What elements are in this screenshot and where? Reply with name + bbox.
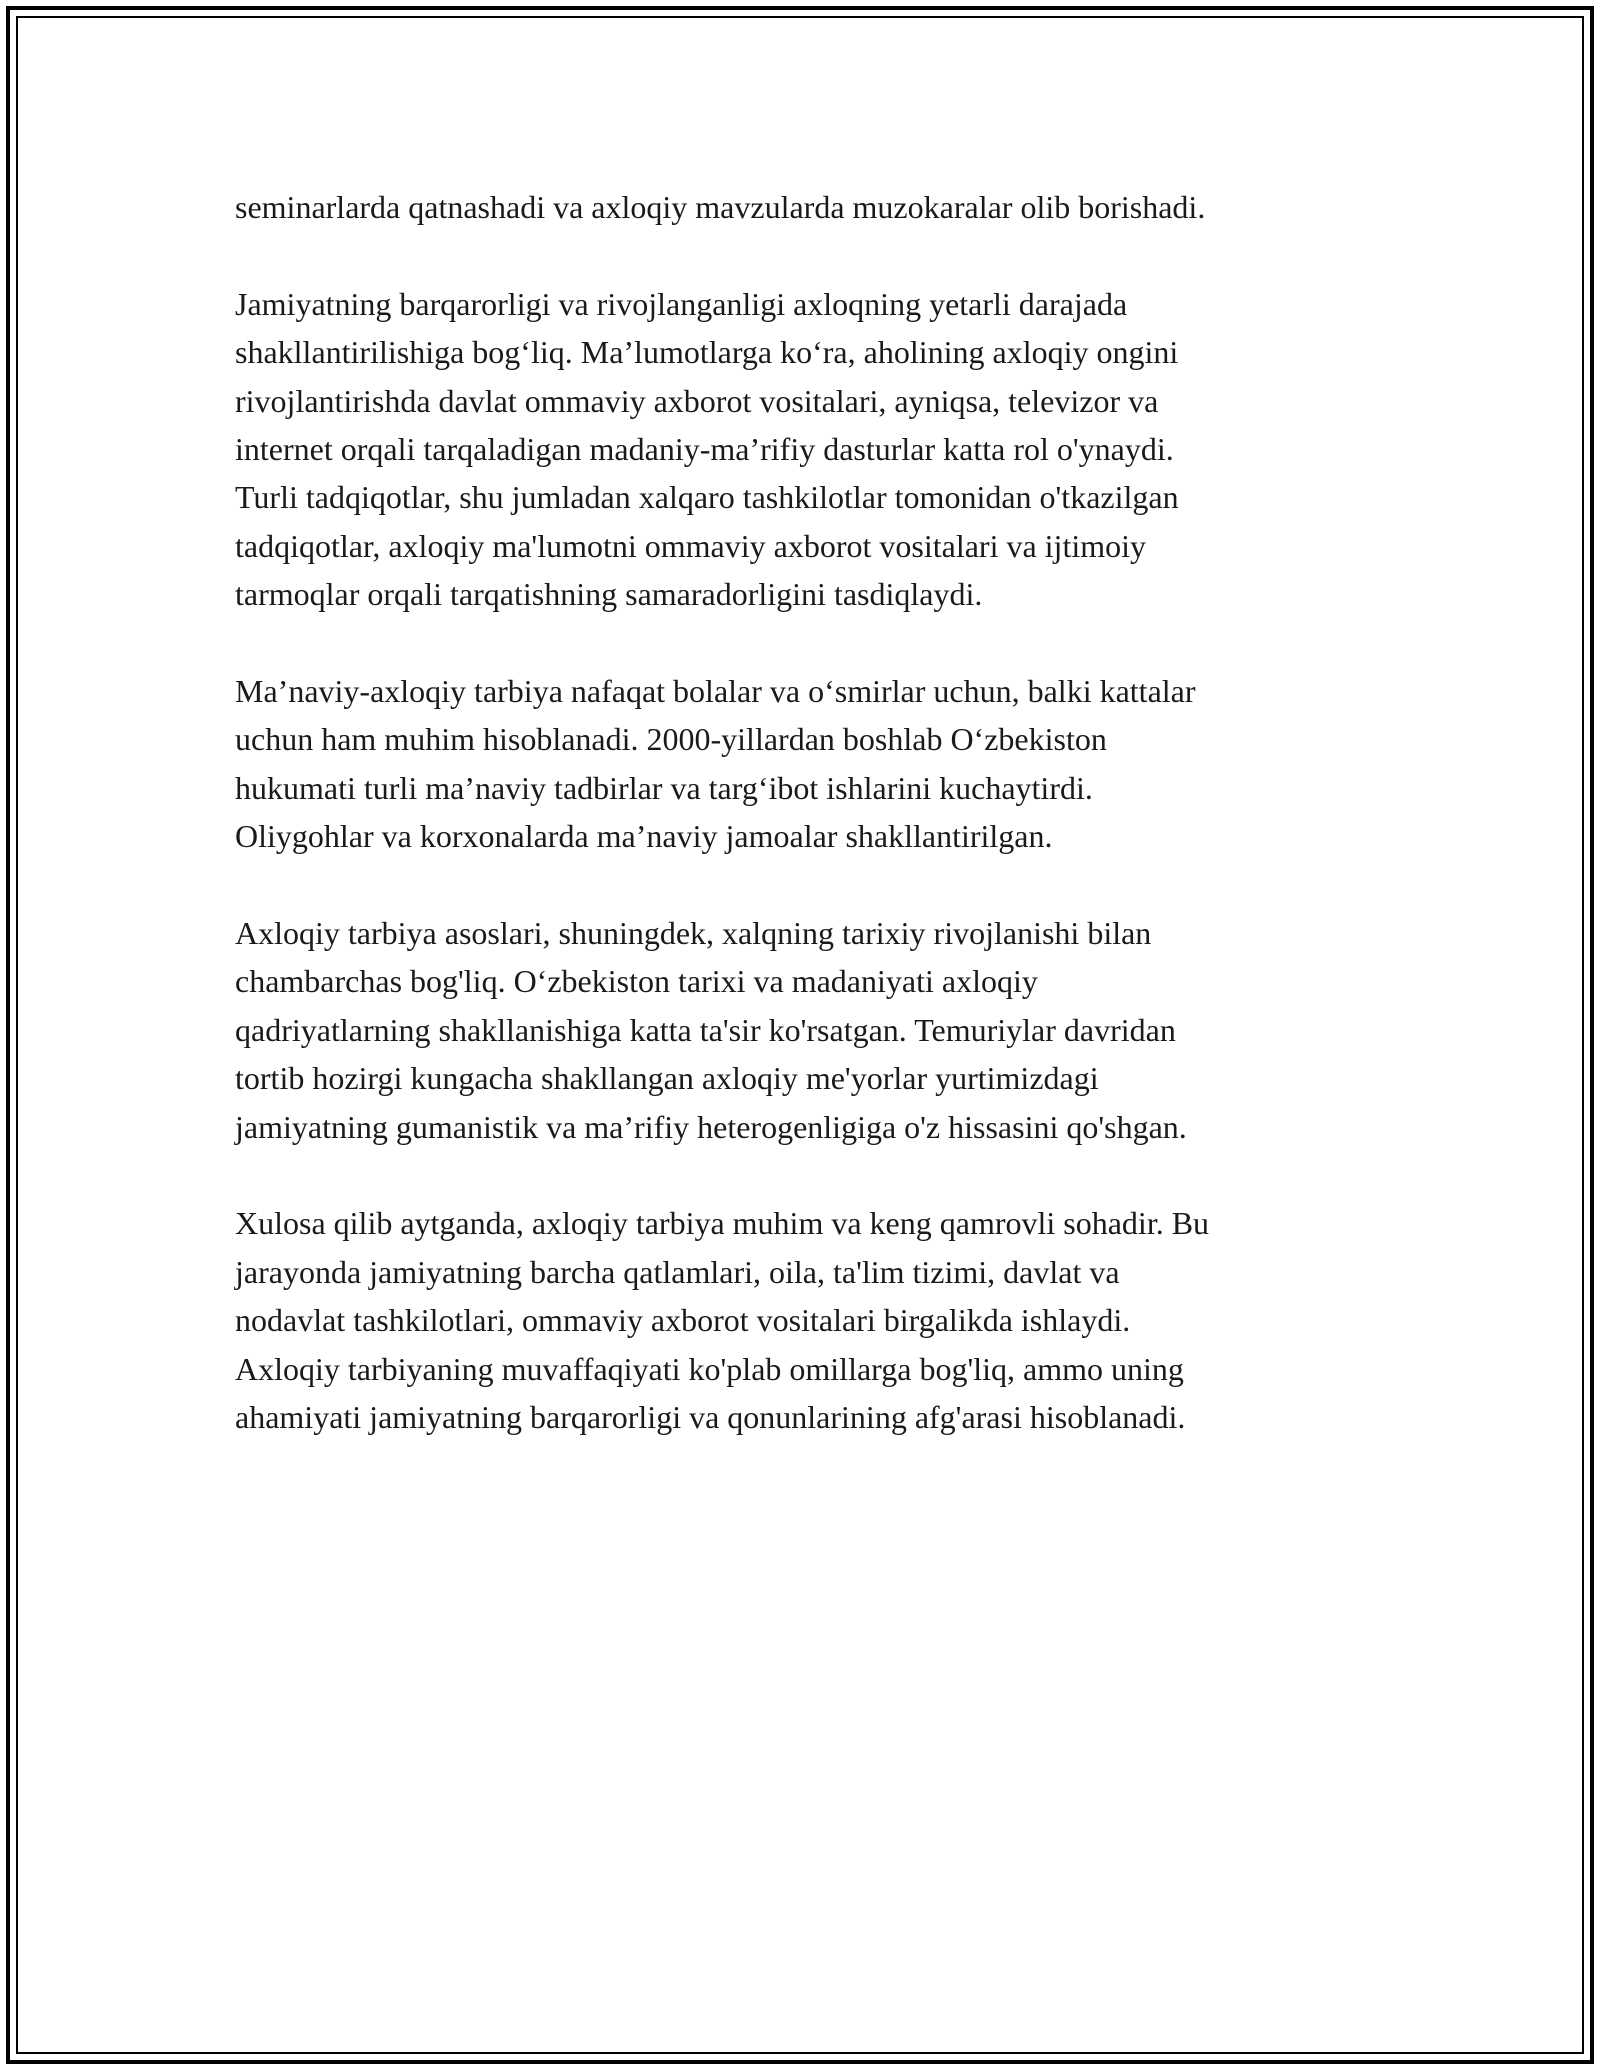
- paragraph-3: Ma’naviy-axloqiy tarbiya nafaqat bolalar va o‘smirlar uchun, balki kattalar uchun ham muhim hisoblanadi. 2000-yillardan boshlab O‘zbekiston hukumati turli ma’naviy tadbirlar va targ‘ibot ishlarini kuchaytirdi. Oliygohlar va korxonalarda ma’naviy jamoalar shakllantirilgan.: [235, 673, 1196, 855]
- paragraph-5: Xulosa qilib aytganda, axloqiy tarbiya muhim va keng qamrovli sohadir. Bu jarayonda jamiyatning barcha qatlamlari, oila, ta'lim tizimi, davlat va nodavlat tashkilotlari, ommaviy axborot vositalari birgalikda ishlaydi. Axloqiy tarbiyaning muvaffaqiyati ko'plab omillarga bog'liq, ammo uning ahamiyati jamiyatning barqarorligi va qonunlarining afg'arasi hisoblanadi.: [235, 1205, 1210, 1436]
- paragraph-2: Jamiyatning barqarorligi va rivojlanganligi axloqning yetarli darajada shakllantirilishiga bog‘liq. Ma’lumotlarga ko‘ra, aholining axloqiy ongini rivojlantirishda davlat ommaviy axborot vositalari, ayniqsa, televizor va internet orqali tarqaladigan madaniy-ma’rifiy dasturlar katta rol o'ynaydi. Turli tadqiqotlar, shu jumladan xalqaro tashkilotlar tomonidan o'tkazilgan tadqiqotlar, axloqiy ma'lumotni ommaviy axborot vositalari va ijtimoiy tarmoqlar orqali tarqatishning samaradorligini tasdiqlaydi.: [235, 285, 1179, 613]
- paragraph-1: seminarlarda qatnashadi va axloqiy mavzularda muzokaralar olib borishadi.: [235, 189, 1206, 225]
- paragraph-4: Axloqiy tarbiya asoslari, shuningdek, xalqning tarixiy rivojlanishi bilan chambarchas bog'liq. O‘zbekiston tarixi va madaniyati axloqiy qadriyatlarning shakllanishiga katta ta'sir ko'rsatgan. Temuriylar davridan tortib hozirgi kungacha shakllangan axloqiy me'yorlar yurtimizdagi jamiyatning gumanistik va ma’rifiy heterogenligiga o'z hissasini qo'shgan.: [235, 915, 1187, 1145]
- document-body: [235, 183, 1365, 1490]
